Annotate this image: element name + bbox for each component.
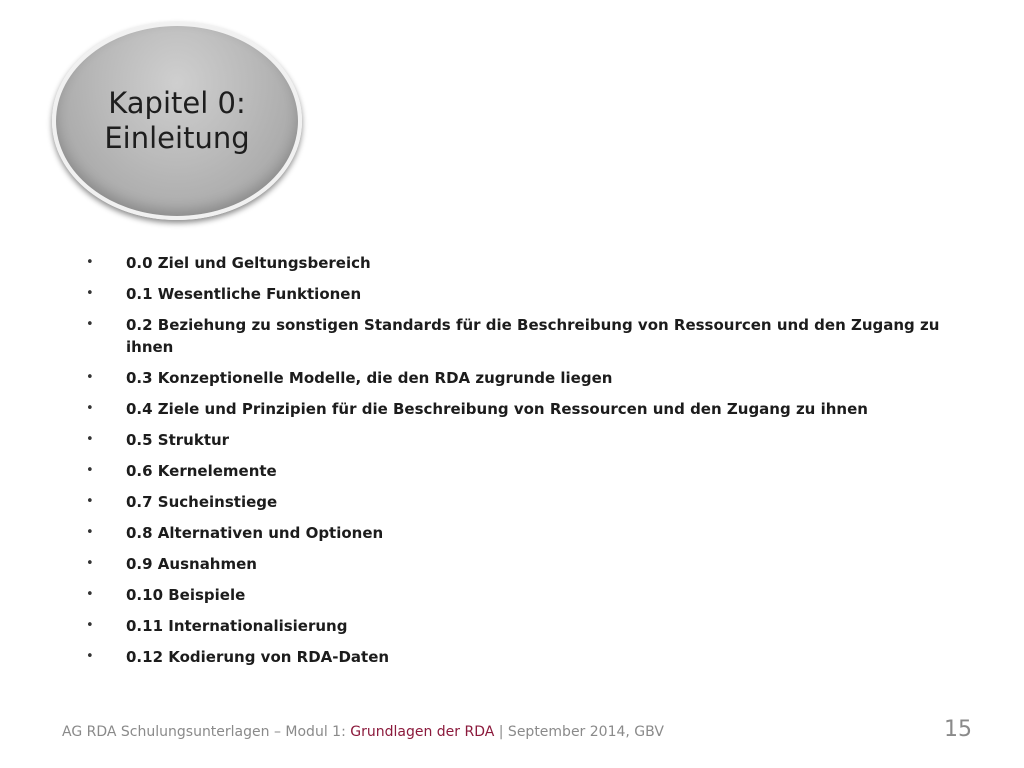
bullet-icon: •: [86, 255, 94, 270]
bullet-icon: •: [86, 317, 94, 332]
toc-item-label: 0.7 Sucheinstiege: [126, 493, 278, 511]
toc-item: [86, 553, 966, 575]
toc-item-label: 0.8 Alternativen und Optionen: [126, 524, 384, 542]
footer-prefix: AG RDA Schulungsunterlagen – Modul 1:: [62, 724, 351, 740]
bullet-icon: •: [86, 649, 94, 664]
bullet-icon: •: [86, 587, 94, 602]
toc-item-label: 0.0 Ziel und Geltungsbereich: [126, 254, 371, 272]
bullet-icon: •: [86, 401, 94, 416]
toc-item: [86, 283, 966, 305]
footer: [62, 724, 664, 740]
toc-item-label: 0.11 Internationalisierung: [126, 617, 348, 635]
toc-item: [86, 314, 966, 358]
toc-item-label: 0.5 Struktur: [126, 431, 230, 449]
chapter-title: Kapitel 0: Einleitung: [104, 86, 250, 155]
toc-item: [86, 615, 966, 637]
bullet-icon: •: [86, 463, 94, 478]
bullet-icon: •: [86, 432, 94, 447]
footer-module-name: Grundlagen der RDA: [350, 724, 495, 740]
toc-item: [86, 646, 966, 668]
bullet-icon: •: [86, 618, 94, 633]
toc-item: [86, 367, 966, 389]
table-of-contents: [86, 252, 966, 677]
toc-item-label: 0.4 Ziele und Prinzipien für die Beschreibung von Ressourcen und den Zugang zu ihnen: [126, 400, 868, 418]
footer-suffix: | September 2014, GBV: [494, 724, 664, 740]
toc-item-label: 0.2 Beziehung zu sonstigen Standards für die Beschreibung von Ressourcen und den Zugang zu ihnen: [126, 316, 940, 356]
bullet-icon: •: [86, 556, 94, 571]
toc-item: [86, 491, 966, 513]
toc-item-label: 0.1 Wesentliche Funktionen: [126, 285, 362, 303]
toc-item: [86, 584, 966, 606]
bullet-icon: •: [86, 286, 94, 301]
toc-item: [86, 398, 966, 420]
toc-item: [86, 522, 966, 544]
page-number: 15: [944, 717, 972, 742]
bullet-icon: •: [86, 525, 94, 540]
toc-item-label: 0.12 Kodierung von RDA-Daten: [126, 648, 390, 666]
toc-item-label: 0.9 Ausnahmen: [126, 555, 257, 573]
toc-item: [86, 460, 966, 482]
toc-item-label: 0.6 Kernelemente: [126, 462, 277, 480]
toc-item-label: 0.10 Beispiele: [126, 586, 246, 604]
bullet-icon: •: [86, 370, 94, 385]
toc-item: [86, 429, 966, 451]
bullet-icon: •: [86, 494, 94, 509]
toc-item-label: 0.3 Konzeptionelle Modelle, die den RDA zugrunde liegen: [126, 369, 613, 387]
toc-item: [86, 252, 966, 274]
chapter-disc: [52, 22, 302, 220]
